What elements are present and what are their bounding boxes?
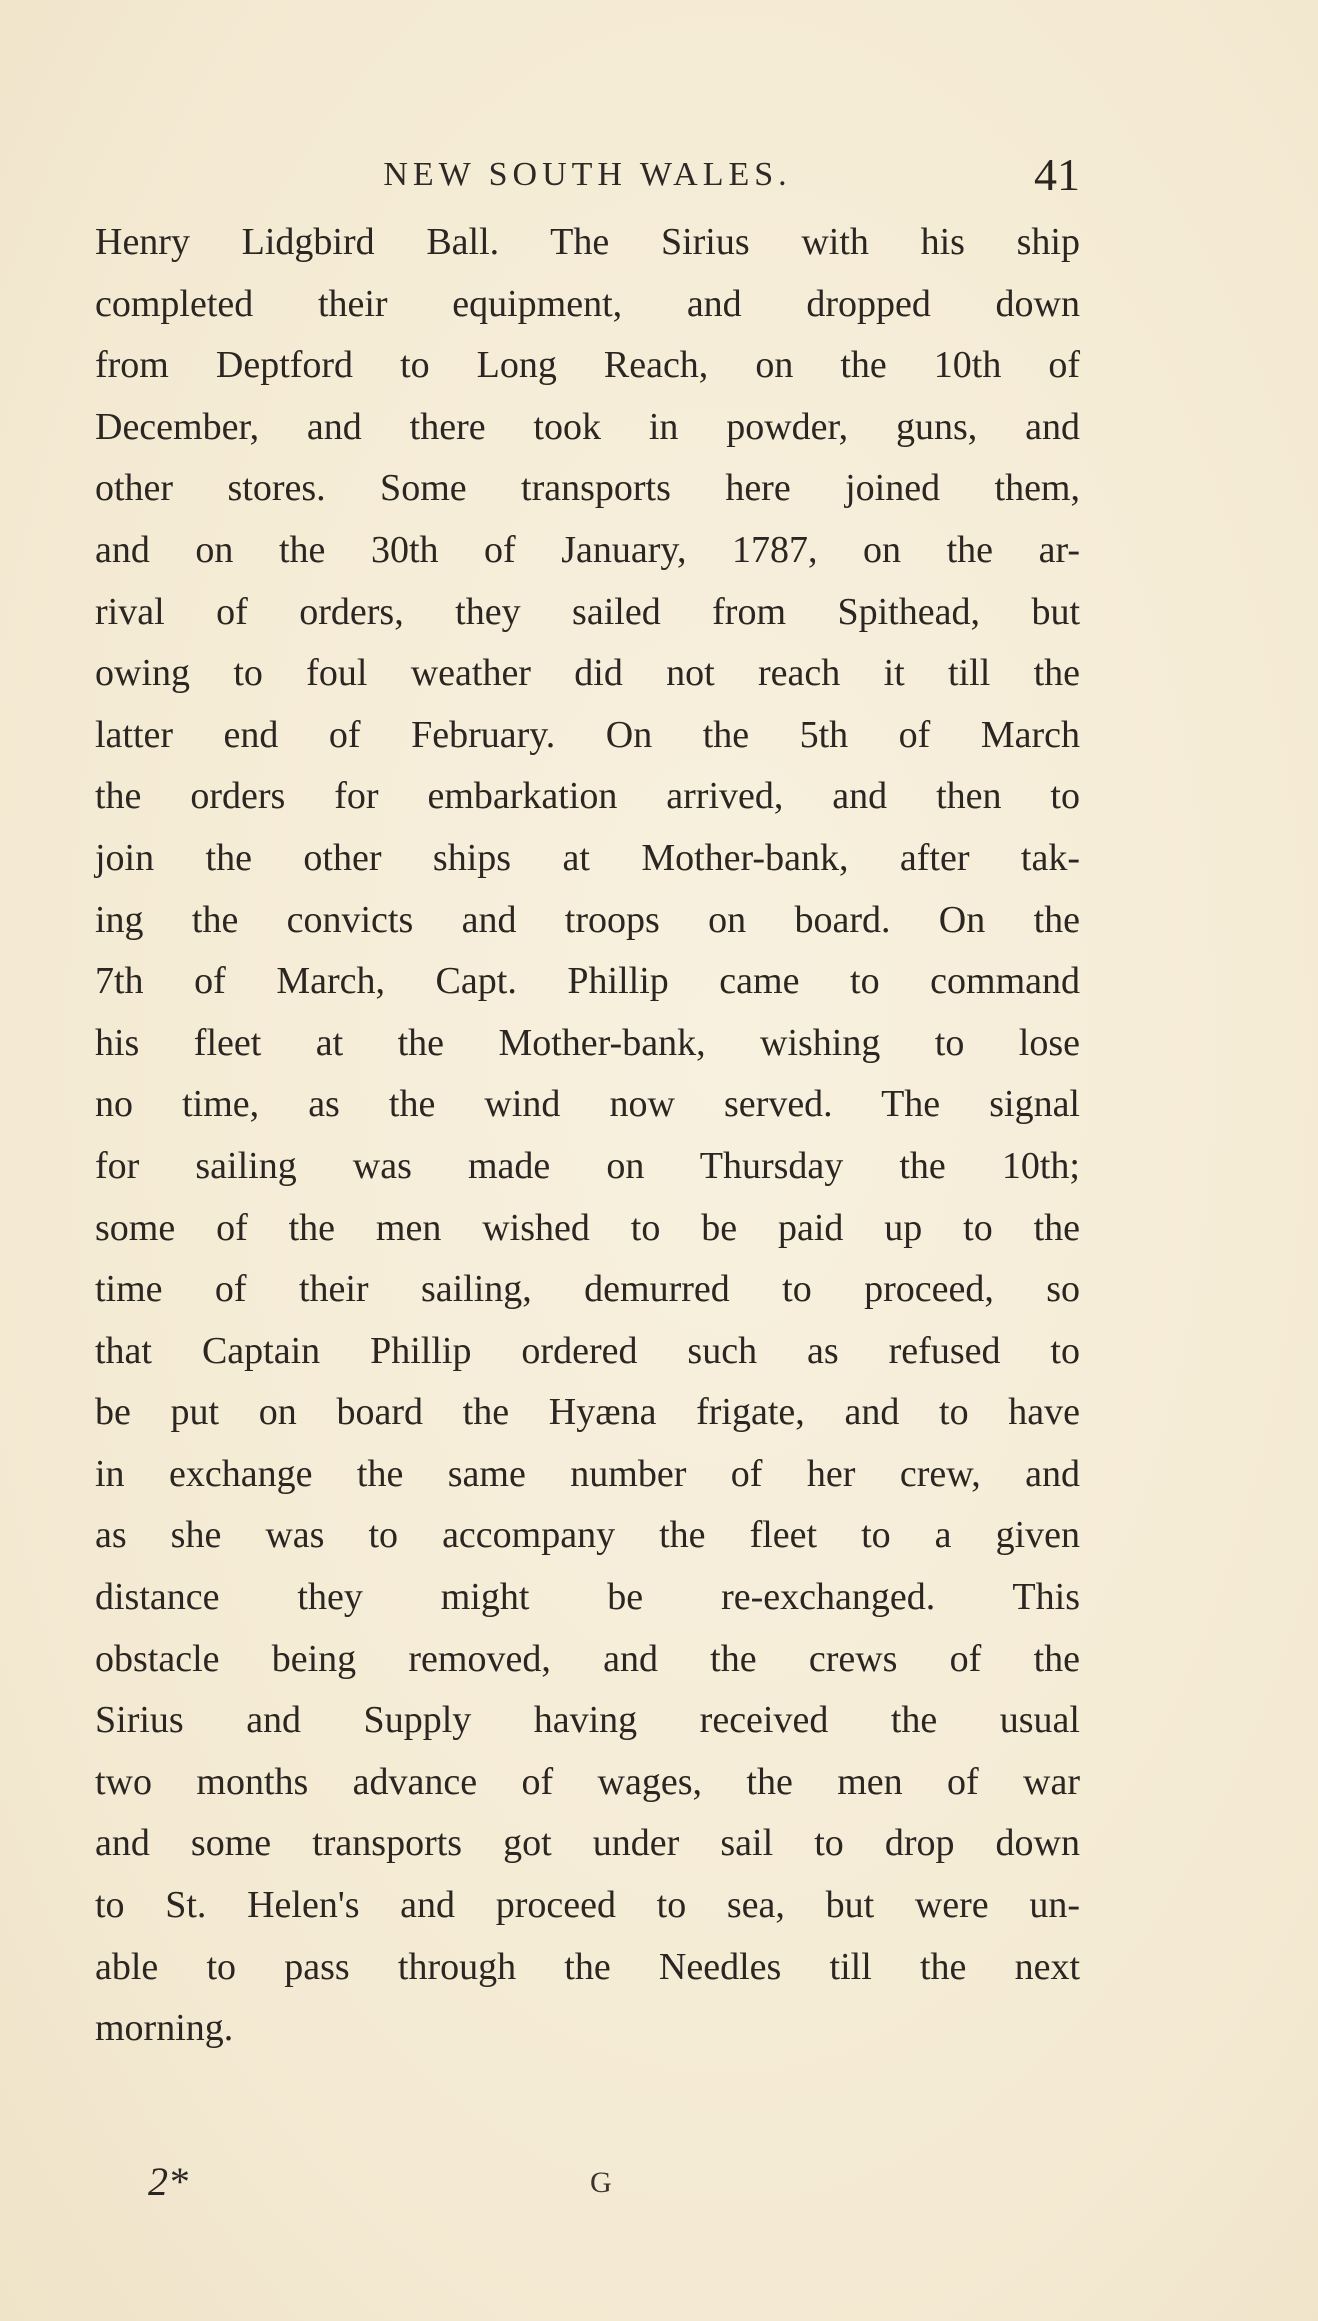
text-line: other stores. Some transports here joined them, [95, 467, 1080, 510]
text-line: be put on board the Hyæna frigate, and to have [95, 1391, 1080, 1434]
text-line: that Captain Phillip ordered such as refused to [95, 1329, 1080, 1372]
text-line: no time, as the wind now served. The signal [95, 1083, 1080, 1126]
text-line: Henry Lidgbird Ball. The Sirius with his ship [95, 221, 1080, 263]
text-line: owing to foul weather did not reach it till the [95, 652, 1080, 695]
text-line: his fleet at the Mother-bank, wishing to lose [95, 1021, 1080, 1064]
text-line: and some transports got under sail to drop down [95, 1822, 1080, 1865]
text-line: and on the 30th of January, 1787, on the ar- [95, 528, 1080, 571]
signature-mark: 2* [148, 2159, 188, 2204]
text-line: in exchange the same number of her crew, and [95, 1452, 1080, 1495]
text-line: able to pass through the Needles till the next [95, 1945, 1080, 1988]
sheet-letter: G [590, 2166, 612, 2199]
text-line: two months advance of wages, the men of war [95, 1760, 1080, 1803]
text-line: latter end of February. On the 5th of March [95, 713, 1080, 756]
running-head [95, 148, 1080, 208]
text-line: December, and there took in powder, guns, and [95, 405, 1080, 448]
text-line: from Deptford to Long Reach, on the 10th of [95, 344, 1080, 387]
text-line: rival of orders, they sailed from Spithead, but [95, 590, 1080, 633]
text-line: obstacle being removed, and the crews of the [95, 1637, 1080, 1680]
text-line: the orders for embarkation arrived, and then to [95, 775, 1080, 818]
text-line: to St. Helen's and proceed to sea, but were un- [95, 1884, 1080, 1927]
body-text [95, 212, 1080, 2060]
text-line: join the other ships at Mother-bank, after tak- [95, 836, 1080, 879]
text-line: 7th of March, Capt. Phillip came to command [95, 960, 1080, 1003]
text-line: distance they might be re-exchanged. This [95, 1576, 1080, 1619]
text-line: completed their equipment, and dropped down [95, 282, 1080, 325]
text-line: Sirius and Supply having received the usual [95, 1699, 1080, 1742]
text-line: ing the convicts and troops on board. On the [95, 898, 1080, 941]
running-title: NEW SOUTH WALES. [383, 156, 792, 193]
text-line: some of the men wished to be paid up to the [95, 1206, 1080, 1249]
text-line: time of their sailing, demurred to proceed, so [95, 1268, 1080, 1311]
text-line: as she was to accompany the fleet to a given [95, 1514, 1080, 1557]
text-line: for sailing was made on Thursday the 10th; [95, 1144, 1080, 1187]
text-line: morning. [95, 2007, 234, 2050]
page-number: 41 [1034, 149, 1080, 200]
